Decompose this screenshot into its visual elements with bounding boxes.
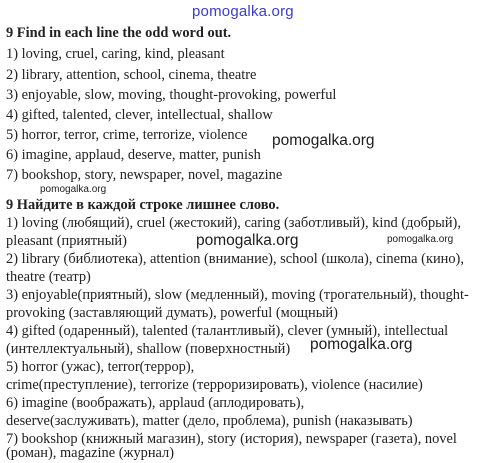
russian-line-8: (интеллектуальный), shallow (поверхностный) — [6, 341, 291, 357]
watermark-lower: pomogalka.org — [310, 336, 413, 353]
russian-line-1: 1) loving (любящий), cruel (жестокий), caring (заботливый), kind (добрый), — [6, 215, 461, 231]
russian-heading: 9 Найдите в каждой строке лишнее слово. — [6, 197, 280, 213]
russian-line-4: theatre (театр) — [6, 269, 91, 285]
watermark-top: pomogalka.org — [192, 3, 294, 20]
russian-line-7: 4) gifted (одаренный), talented (талантливый), clever (умный), intellectual — [6, 323, 449, 339]
watermark-right: pomogalka.org — [272, 132, 375, 149]
english-line-7: 7) bookshop, story, newspaper, novel, magazine — [6, 167, 283, 183]
russian-line-13: 7) bookshop (книжный магазин), story (история), newspaper (газета), novel — [6, 431, 457, 447]
russian-line-14: (роман), magazine (журнал) — [6, 445, 175, 461]
russian-line-10: crime(преступление), terrorize (терроризировать), violence (насилие) — [6, 377, 423, 393]
watermark-middle: pomogalka.org — [196, 232, 299, 249]
english-line-6: 6) imagine, applaud, deserve, matter, punish — [6, 147, 261, 163]
watermark-small: pomogalka.org — [40, 184, 107, 195]
english-line-1: 1) loving, cruel, caring, kind, pleasant — [6, 46, 225, 62]
russian-line-12: deserve(заслуживать), matter (дело, проблема), punish (наказывать) — [6, 413, 413, 429]
russian-line-11: 6) imagine (воображать), applaud (аплодировать), — [6, 395, 305, 411]
english-line-4: 4) gifted, talented, clever, intellectual, shallow — [6, 107, 273, 123]
watermark-middle-small: pomogalka.org — [387, 234, 454, 245]
russian-line-5: 3) enjoyable(приятный), slow (медленный), moving (трогательный), thought- — [6, 287, 469, 303]
russian-line-9: 5) horror (ужас), terror(террор), — [6, 359, 195, 375]
russian-line-3: 2) library (библиотека), attention (внимание), school (школа), cinema (кино), — [6, 251, 464, 267]
russian-line-2: pleasant (приятный) — [6, 233, 127, 249]
english-heading: 9 Find in each line the odd word out. — [6, 25, 232, 41]
russian-line-6: provoking (заставляющий думать), powerful (мощный) — [6, 305, 338, 321]
english-line-5: 5) horror, terror, crime, terrorize, violence — [6, 127, 248, 143]
english-line-3: 3) enjoyable, slow, moving, thought-provoking, powerful — [6, 87, 337, 103]
english-line-2: 2) library, attention, school, cinema, theatre — [6, 67, 257, 83]
